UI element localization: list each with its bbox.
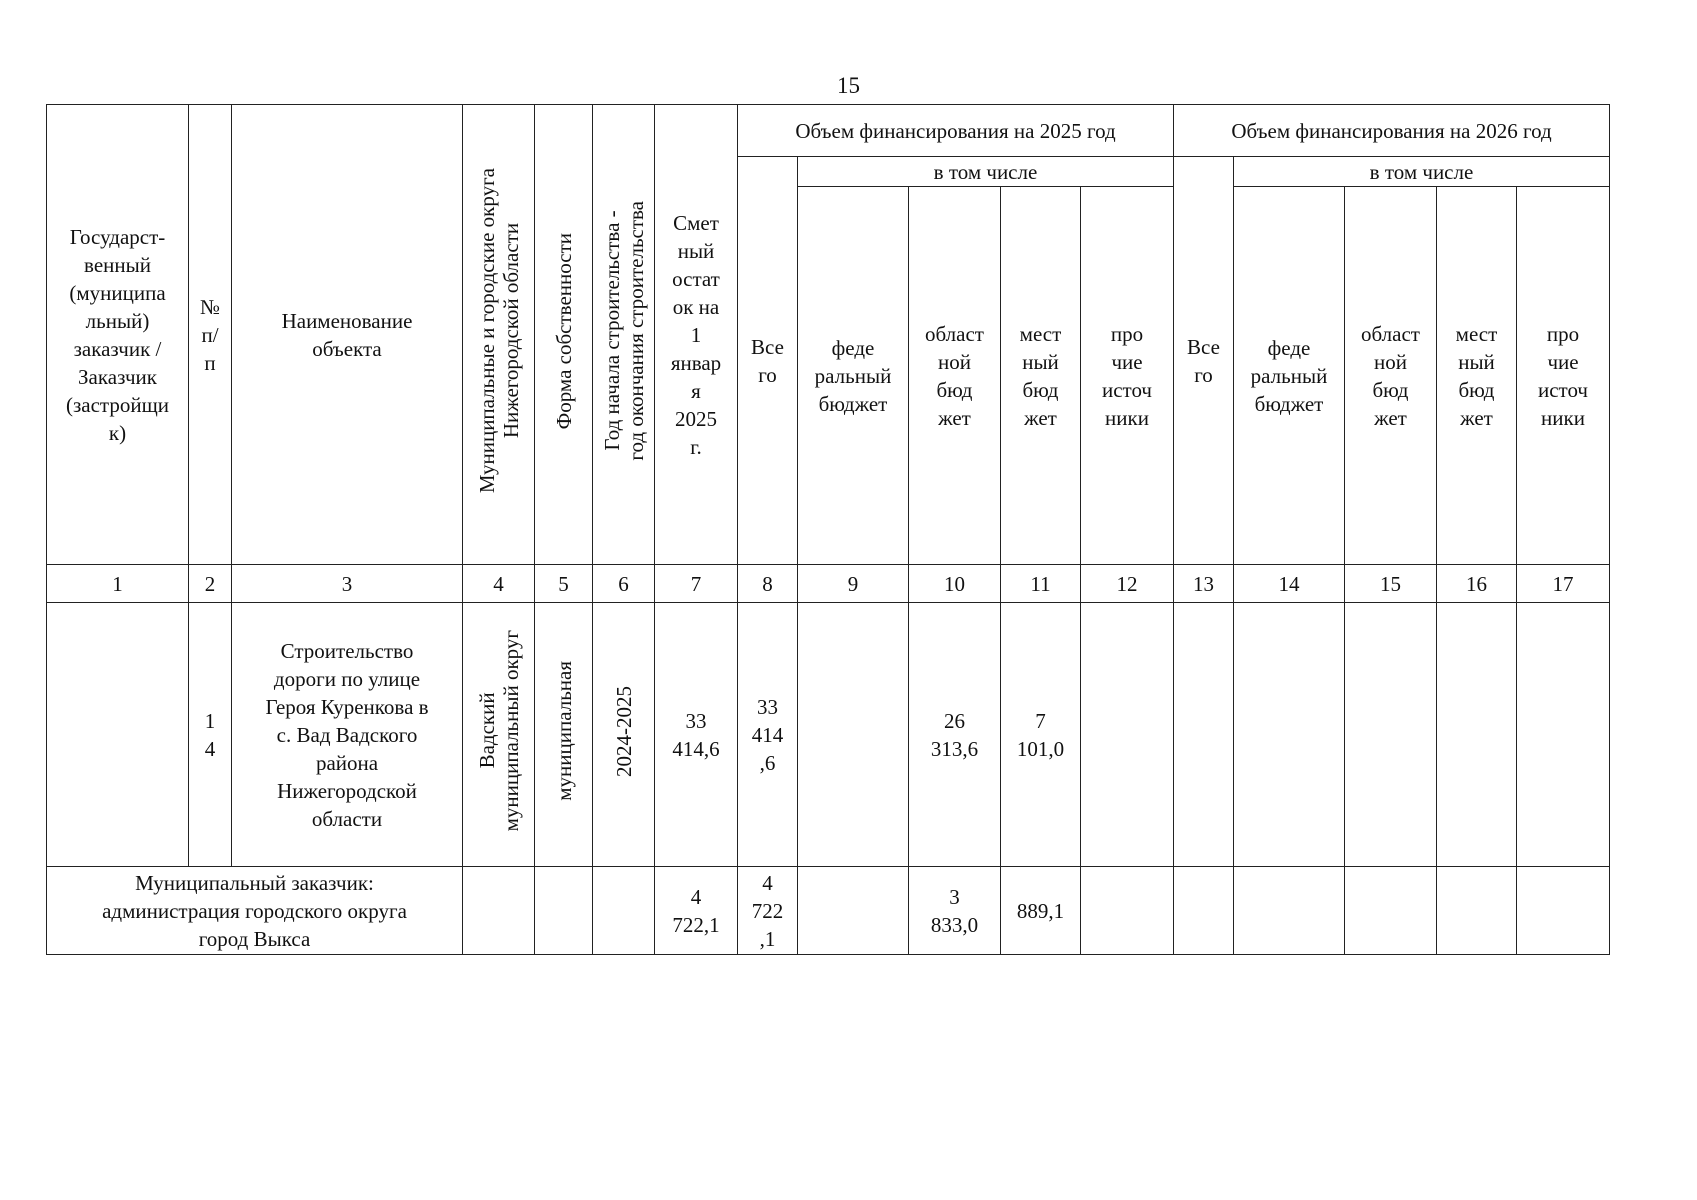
header-local-2026: мест ный бюд жет — [1437, 187, 1517, 565]
column-number: 3 — [232, 565, 463, 603]
row-regional-2026 — [1345, 603, 1437, 867]
column-number: 14 — [1234, 565, 1345, 603]
row-ownership-cell — [535, 603, 593, 867]
header-federal-2025: феде ральный бюджет — [798, 187, 909, 565]
header-local-2025: мест ный бюд жет — [1001, 187, 1081, 565]
row-other-2025 — [1081, 603, 1174, 867]
header-ownership-cell — [535, 105, 593, 565]
header-federal-2026: феде ральный бюджет — [1234, 187, 1345, 565]
summary-local-2025: 889,1 — [1001, 867, 1081, 955]
summary-empty — [463, 867, 535, 955]
column-number: 2 — [189, 565, 232, 603]
summary-row — [47, 867, 1610, 955]
column-number: 8 — [738, 565, 798, 603]
row-customer — [47, 603, 189, 867]
header-total-2026: Все го — [1174, 157, 1234, 565]
header-other-2025: про чие источ ники — [1081, 187, 1174, 565]
header-years: Год начала строительства - год окончания строительства — [599, 201, 648, 461]
column-number: 12 — [1081, 565, 1174, 603]
column-number: 15 — [1345, 565, 1437, 603]
header-total-2025: Все го — [738, 157, 798, 565]
header-including-2026: в том числе — [1234, 157, 1610, 187]
column-number: 17 — [1517, 565, 1610, 603]
row-local-2025: 7 101,0 — [1001, 603, 1081, 867]
row-number: 1 4 — [189, 603, 232, 867]
header-municipality-cell — [463, 105, 535, 565]
table-row — [47, 603, 1610, 867]
column-number: 1 — [47, 565, 189, 603]
header-municipality: Муниципальные и городские округа Нижегородской области — [474, 168, 523, 494]
summary-empty — [593, 867, 655, 955]
row-municipality-cell — [463, 603, 535, 867]
summary-federal-2025 — [798, 867, 909, 955]
column-number: 13 — [1174, 565, 1234, 603]
row-years-cell — [593, 603, 655, 867]
summary-estimated-balance: 4 722,1 — [655, 867, 738, 955]
column-number: 5 — [535, 565, 593, 603]
column-number: 6 — [593, 565, 655, 603]
row-local-2026 — [1437, 603, 1517, 867]
header-object-name: Наименование объекта — [232, 105, 463, 565]
row-regional-2025: 26 313,6 — [909, 603, 1001, 867]
row-federal-2025 — [798, 603, 909, 867]
summary-federal-2026 — [1234, 867, 1345, 955]
summary-empty — [535, 867, 593, 955]
header-including-2025: в том числе — [798, 157, 1174, 187]
column-number: 7 — [655, 565, 738, 603]
header-other-2026: про чие источ ники — [1517, 187, 1610, 565]
header-estimated-balance: Смет ный остат ок на 1 январ я 2025 г. — [655, 105, 738, 565]
header-regional-2025: област ной бюд жет — [909, 187, 1001, 565]
row-estimated-balance: 33 414,6 — [655, 603, 738, 867]
summary-total-2025: 4 722 ,1 — [738, 867, 798, 955]
header-ownership: Форма собственности — [551, 232, 576, 430]
column-numbers-row — [47, 565, 1610, 603]
row-ownership: муниципальная — [551, 661, 576, 801]
header-row-1 — [47, 105, 1610, 157]
header-regional-2026: област ной бюд жет — [1345, 187, 1437, 565]
summary-regional-2025: 3 833,0 — [909, 867, 1001, 955]
header-years-cell — [593, 105, 655, 565]
row-federal-2026 — [1234, 603, 1345, 867]
header-financing-2025: Объем финансирования на 2025 год — [738, 105, 1174, 157]
summary-total-2026 — [1174, 867, 1234, 955]
row-total-2026 — [1174, 603, 1234, 867]
summary-regional-2026 — [1345, 867, 1437, 955]
summary-other-2026 — [1517, 867, 1610, 955]
summary-local-2026 — [1437, 867, 1517, 955]
column-number: 10 — [909, 565, 1001, 603]
row-total-2025: 33 414 ,6 — [738, 603, 798, 867]
row-other-2026 — [1517, 603, 1610, 867]
financing-table — [46, 104, 1610, 955]
summary-label: Муниципальный заказчик: администрация городского округа город Выкса — [47, 867, 463, 955]
column-number: 11 — [1001, 565, 1081, 603]
column-number: 16 — [1437, 565, 1517, 603]
row-years: 2024-2025 — [611, 685, 636, 777]
summary-other-2025 — [1081, 867, 1174, 955]
row-municipality: Вадский муниципальный округ — [474, 630, 523, 832]
row-object-name: Строительство дороги по улице Героя Куренкова в с. Вад Вадского района Нижегородской области — [232, 603, 463, 867]
header-financing-2026: Объем финансирования на 2026 год — [1174, 105, 1610, 157]
column-number: 9 — [798, 565, 909, 603]
column-number: 4 — [463, 565, 535, 603]
header-customer: Государст- венный (муниципа льный) заказчик / Заказчик (застройщи к) — [47, 105, 189, 565]
page-number: 15 — [837, 73, 860, 98]
header-number: № п/ п — [189, 105, 232, 565]
